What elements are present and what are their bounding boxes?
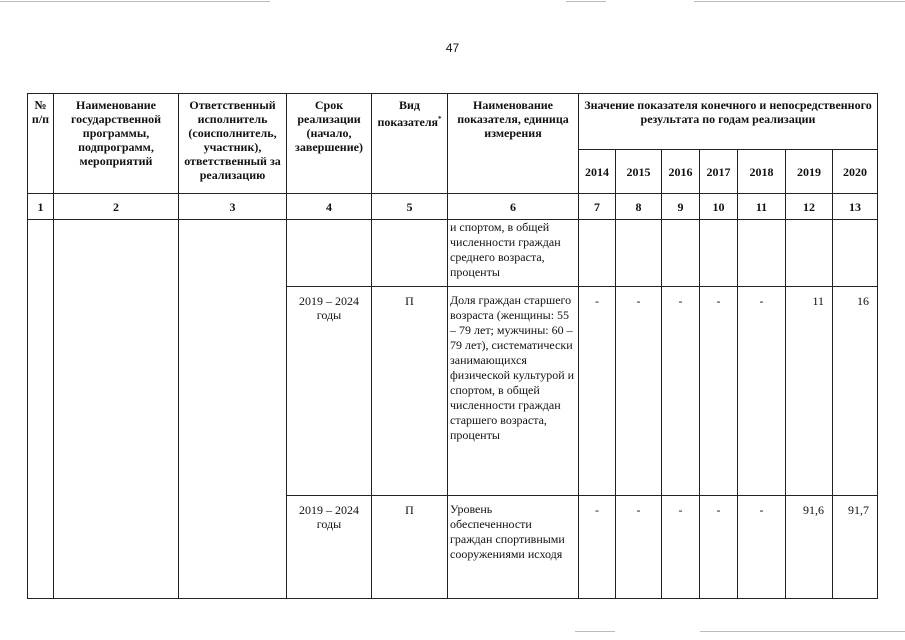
cell-term (287, 220, 372, 287)
cell-value (700, 220, 738, 287)
cell-type: П (372, 496, 448, 599)
cell-value: - (579, 287, 616, 496)
cell-value (738, 220, 786, 287)
column-number: 3 (179, 194, 287, 220)
page-number: 47 (445, 41, 460, 55)
cell-value: - (662, 496, 700, 599)
table-row (28, 220, 878, 287)
scan-edge-mark (694, 1, 905, 2)
cell-value: - (738, 287, 786, 496)
header-col-type-label: Вид показателя (377, 98, 439, 129)
header-year: 2016 (662, 150, 700, 194)
header-col-term: Срок реализации (начало, завершение) (287, 94, 372, 194)
cell-indicator: и спортом, в общей численности граждан среднего возраста, проценты (448, 220, 579, 287)
footnote-mark: * (438, 115, 442, 123)
column-number: 12 (786, 194, 833, 220)
cell-value (616, 220, 662, 287)
header-year: 2015 (616, 150, 662, 194)
scan-edge-mark (0, 1, 270, 2)
header-col-no: № п/п (28, 94, 54, 194)
cell-indicator: Доля граждан старшего возраста (женщины: 55 – 79 лет; мужчины: 60 – 79 лет), систематически занимающихся физической культурой и спортом, в общей численности граждан старшего возраста, проценты (448, 287, 579, 496)
header-year: 2018 (738, 150, 786, 194)
column-number: 7 (579, 194, 616, 220)
cell-value (833, 220, 878, 287)
header-col-executor: Ответственный исполнитель (соисполнитель, участник), ответственный за реализацию (179, 94, 287, 194)
header-col-values: Значение показателя конечного и непосредственного результата по годам реализации (579, 94, 878, 150)
cell-type (372, 220, 448, 287)
column-numbers-row (28, 194, 878, 220)
cell-value: - (616, 496, 662, 599)
cell-term: 2019 – 2024 годы (287, 287, 372, 496)
cell-value (662, 220, 700, 287)
cell-type: П (372, 287, 448, 496)
column-number: 4 (287, 194, 372, 220)
cell-executor (179, 220, 287, 599)
cell-value: - (700, 287, 738, 496)
column-number: 8 (616, 194, 662, 220)
scan-edge-mark (566, 1, 606, 2)
cell-value: 16 (833, 287, 878, 496)
column-number: 2 (54, 194, 179, 220)
column-number: 13 (833, 194, 878, 220)
cell-indicator: Уровень обеспеченности граждан спортивными сооружениями исходя (448, 496, 579, 599)
cell-value: 11 (786, 287, 833, 496)
cell-value (579, 220, 616, 287)
scan-edge-mark (575, 631, 615, 632)
cell-value: - (579, 496, 616, 599)
cell-value (786, 220, 833, 287)
header-year: 2014 (579, 150, 616, 194)
header-col-indicator: Наименование показателя, единица измерения (448, 94, 579, 194)
cell-no (28, 220, 54, 599)
header-year: 2019 (786, 150, 833, 194)
column-number: 6 (448, 194, 579, 220)
cell-value: 91,6 (786, 496, 833, 599)
header-year: 2017 (700, 150, 738, 194)
header-col-type (372, 94, 448, 194)
header-row (28, 94, 878, 150)
scan-edge-mark (700, 631, 905, 632)
column-number: 11 (738, 194, 786, 220)
column-number: 1 (28, 194, 54, 220)
cell-value: 91,7 (833, 496, 878, 599)
column-number: 5 (372, 194, 448, 220)
header-col-program: Наименование государственной программы, подпрограмм, мероприятий (54, 94, 179, 194)
cell-value: - (662, 287, 700, 496)
column-number: 9 (662, 194, 700, 220)
column-number: 10 (700, 194, 738, 220)
cell-term: 2019 – 2024 годы (287, 496, 372, 599)
cell-value: - (700, 496, 738, 599)
cell-value: - (738, 496, 786, 599)
cell-program (54, 220, 179, 599)
cell-value: - (616, 287, 662, 496)
header-year: 2020 (833, 150, 878, 194)
indicator-table (27, 93, 878, 599)
